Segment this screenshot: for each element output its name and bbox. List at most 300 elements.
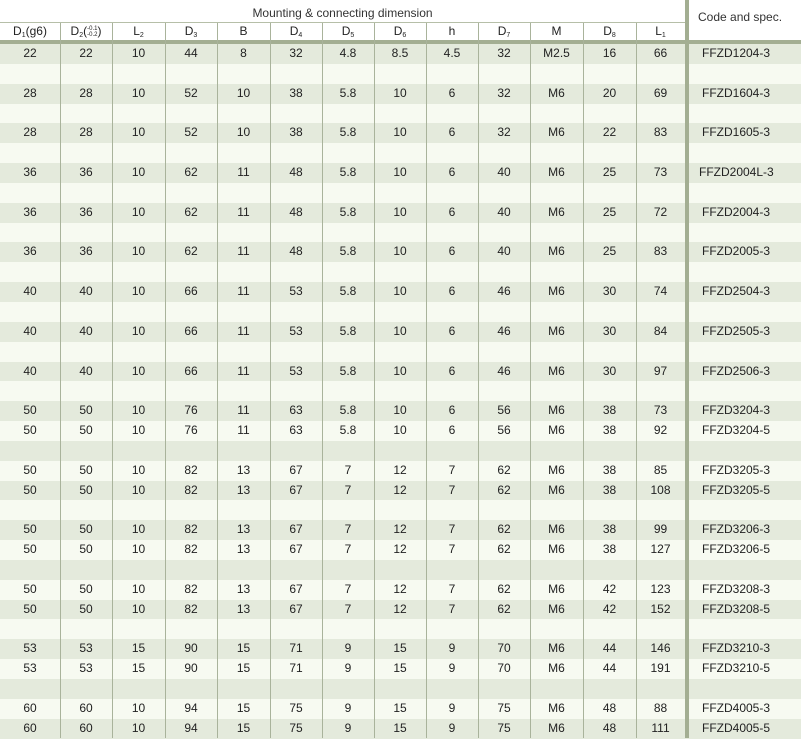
cell-d5: 9 xyxy=(344,641,352,656)
column-header-b: B xyxy=(239,24,248,38)
cell-code: FFZD3208-3 xyxy=(702,581,771,596)
cell-l1 xyxy=(636,619,685,639)
cell-l2: 10 xyxy=(131,601,146,616)
cell-d1: 50 xyxy=(23,403,37,418)
cell-d6 xyxy=(374,64,426,84)
cell-code xyxy=(689,381,801,401)
cell-d8: 38 xyxy=(602,423,617,438)
cell-d2 xyxy=(60,64,112,84)
cell-m: M6 xyxy=(548,720,565,735)
cell-d4 xyxy=(270,342,322,362)
cell-code: FFZD3206-3 xyxy=(702,522,771,537)
spacer-row xyxy=(0,342,801,362)
spacer-row xyxy=(0,64,801,84)
cell-d5: 5.8 xyxy=(339,204,357,219)
cell-d1: 40 xyxy=(23,284,37,299)
cell-d7: 75 xyxy=(497,720,511,735)
table-row xyxy=(0,639,801,659)
cell-d7 xyxy=(478,560,530,580)
cell-d6: 15 xyxy=(393,641,407,656)
spacer-row xyxy=(0,500,801,520)
cell-l2 xyxy=(112,183,165,203)
cell-d2: 50 xyxy=(79,542,93,557)
cell-d3: 82 xyxy=(184,542,198,557)
cell-d2 xyxy=(60,183,112,203)
column-header-h: h xyxy=(448,24,456,38)
cell-d8: 38 xyxy=(602,522,617,537)
cell-d1: 50 xyxy=(23,581,37,596)
cell-l2 xyxy=(112,500,165,520)
cell-d3: 66 xyxy=(184,284,198,299)
cell-d1 xyxy=(0,441,60,461)
cell-d3: 82 xyxy=(184,462,198,477)
cell-d4: 67 xyxy=(289,462,303,477)
cell-d1: 28 xyxy=(23,85,37,100)
cell-m: M6 xyxy=(548,601,565,616)
cell-l1: 88 xyxy=(653,700,668,715)
cell-code: FFZD3204-3 xyxy=(702,403,771,418)
table-row xyxy=(0,282,801,302)
cell-h xyxy=(426,560,478,580)
cell-d2 xyxy=(60,262,112,282)
cell-d1 xyxy=(0,64,60,84)
table-row xyxy=(0,719,801,739)
cell-d6: 10 xyxy=(393,85,407,100)
cell-d2 xyxy=(60,679,112,699)
cell-d2: 50 xyxy=(79,601,93,616)
cell-b: 15 xyxy=(236,720,251,735)
cell-d5: 5.8 xyxy=(339,423,357,438)
cell-d5 xyxy=(322,381,374,401)
table-row xyxy=(0,481,801,501)
cell-code xyxy=(689,619,801,639)
cell-d7: 70 xyxy=(497,641,511,656)
table-row xyxy=(0,401,801,421)
column-divider xyxy=(270,23,271,738)
cell-l2: 10 xyxy=(131,46,146,60)
cell-l1: 92 xyxy=(653,423,668,438)
cell-m xyxy=(530,223,583,243)
cell-l2: 10 xyxy=(131,482,146,497)
column-header-d7: $D_7$ xyxy=(497,24,511,39)
spacer-row xyxy=(0,183,801,203)
cell-h: 7 xyxy=(448,581,456,596)
cell-l1: 72 xyxy=(653,204,668,219)
cell-code: FFZD3208-5 xyxy=(702,601,771,616)
cell-l2 xyxy=(112,679,165,699)
cell-h: 7 xyxy=(448,601,456,616)
cell-d4: 53 xyxy=(289,363,303,378)
cell-l1: 66 xyxy=(653,46,668,60)
table-body xyxy=(0,44,801,739)
cell-h xyxy=(426,302,478,322)
cell-l1 xyxy=(636,183,685,203)
cell-d6 xyxy=(374,104,426,124)
cell-m: M6 xyxy=(548,125,565,140)
cell-d3: 52 xyxy=(184,85,198,100)
cell-d7 xyxy=(478,679,530,699)
cell-d1: 22 xyxy=(23,46,37,60)
cell-m xyxy=(530,104,583,124)
cell-d3: 90 xyxy=(184,661,198,676)
cell-d3 xyxy=(165,143,217,163)
cell-code: FFZD1604-3 xyxy=(702,85,771,100)
cell-d6: 10 xyxy=(393,165,407,180)
cell-d1 xyxy=(0,223,60,243)
column-divider xyxy=(636,23,637,738)
cell-m: M6 xyxy=(548,423,565,438)
cell-d3: 76 xyxy=(184,423,198,438)
cell-d5 xyxy=(322,104,374,124)
cell-d2: 60 xyxy=(79,720,93,735)
cell-d3 xyxy=(165,223,217,243)
column-divider xyxy=(478,23,479,738)
cell-m xyxy=(530,619,583,639)
cell-d1: 50 xyxy=(23,482,37,497)
cell-d1: 36 xyxy=(23,204,37,219)
cell-m: M6 xyxy=(548,542,565,557)
cell-d4: 67 xyxy=(289,542,303,557)
table-row xyxy=(0,362,801,382)
cell-d7: 62 xyxy=(497,542,511,557)
cell-d8 xyxy=(583,342,636,362)
cell-l2: 10 xyxy=(131,244,146,259)
cell-b xyxy=(217,223,270,243)
cell-d1: 50 xyxy=(23,601,37,616)
cell-d4 xyxy=(270,441,322,461)
table-row xyxy=(0,123,801,143)
cell-d7: 62 xyxy=(497,482,511,497)
table-row xyxy=(0,520,801,540)
cell-m: M6 xyxy=(548,403,565,418)
cell-d6 xyxy=(374,262,426,282)
column-header-d8: $D_8$ xyxy=(603,24,616,39)
cell-d2 xyxy=(60,302,112,322)
cell-b: 13 xyxy=(236,542,251,557)
cell-b: 15 xyxy=(236,661,251,676)
cell-d6: 12 xyxy=(393,522,407,537)
cell-l1 xyxy=(636,560,685,580)
cell-d5: 5.8 xyxy=(339,363,357,378)
cell-d8: 22 xyxy=(602,125,617,140)
cell-d7: 62 xyxy=(497,522,511,537)
cell-h: 7 xyxy=(448,482,456,497)
cell-d8: 38 xyxy=(602,542,617,557)
cell-d7 xyxy=(478,302,530,322)
cell-d3 xyxy=(165,381,217,401)
cell-d7: 56 xyxy=(497,423,511,438)
cell-m: M6 xyxy=(548,244,565,259)
cell-d1: 50 xyxy=(23,423,37,438)
cell-d8: 44 xyxy=(602,641,617,656)
cell-d5: 5.8 xyxy=(339,125,357,140)
cell-d1 xyxy=(0,679,60,699)
cell-d2 xyxy=(60,104,112,124)
cell-l2 xyxy=(112,302,165,322)
cell-l1: 73 xyxy=(653,165,668,180)
cell-d6 xyxy=(374,560,426,580)
cell-b: 13 xyxy=(236,462,251,477)
cell-l1: 74 xyxy=(653,284,668,299)
cell-code xyxy=(689,262,801,282)
cell-d6 xyxy=(374,183,426,203)
cell-b: 11 xyxy=(237,165,250,180)
cell-code xyxy=(689,143,801,163)
cell-d8 xyxy=(583,262,636,282)
cell-d4: 48 xyxy=(289,165,303,180)
cell-d6: 8.5 xyxy=(391,46,409,60)
cell-b: 15 xyxy=(236,700,251,715)
cell-l2: 10 xyxy=(131,125,146,140)
cell-code: FFZD2005-3 xyxy=(702,244,771,259)
cell-l2: 10 xyxy=(131,700,146,715)
cell-d7: 40 xyxy=(497,165,511,180)
table-row xyxy=(0,659,801,679)
cell-d2: 40 xyxy=(79,284,93,299)
cell-l1 xyxy=(636,500,685,520)
cell-d4 xyxy=(270,679,322,699)
cell-d6 xyxy=(374,342,426,362)
cell-d2: 40 xyxy=(79,323,93,338)
cell-d4: 67 xyxy=(289,601,303,616)
cell-h xyxy=(426,500,478,520)
cell-h xyxy=(426,183,478,203)
cell-code xyxy=(689,183,801,203)
cell-l2 xyxy=(112,381,165,401)
cell-d6 xyxy=(374,223,426,243)
cell-b xyxy=(217,500,270,520)
cell-l2: 10 xyxy=(131,323,146,338)
cell-d2 xyxy=(60,441,112,461)
cell-d2 xyxy=(60,143,112,163)
cell-d7: 56 xyxy=(497,403,511,418)
cell-d1: 53 xyxy=(23,641,37,656)
cell-b: 8 xyxy=(240,46,247,60)
cell-h: 9 xyxy=(448,641,456,656)
cell-d3 xyxy=(165,342,217,362)
cell-l1 xyxy=(636,143,685,163)
cell-l2: 10 xyxy=(131,581,146,596)
cell-d7: 62 xyxy=(497,601,511,616)
cell-code xyxy=(689,500,801,520)
cell-h xyxy=(426,679,478,699)
cell-d7: 32 xyxy=(497,46,511,60)
cell-l1 xyxy=(636,302,685,322)
cell-d3: 52 xyxy=(184,125,198,140)
cell-h: 9 xyxy=(448,661,456,676)
cell-d6: 10 xyxy=(393,125,407,140)
cell-d5: 7 xyxy=(344,581,352,596)
cell-d2 xyxy=(60,381,112,401)
cell-l1: 73 xyxy=(653,403,668,418)
cell-m: M6 xyxy=(548,522,565,537)
cell-d5 xyxy=(322,441,374,461)
cell-d4 xyxy=(270,619,322,639)
cell-d1: 36 xyxy=(23,165,37,180)
cell-d7 xyxy=(478,441,530,461)
spacer-row xyxy=(0,619,801,639)
cell-d8: 25 xyxy=(602,244,617,259)
cell-code xyxy=(689,441,801,461)
spacer-row xyxy=(0,441,801,461)
cell-d7 xyxy=(478,223,530,243)
cell-d5: 5.8 xyxy=(339,323,357,338)
cell-d1 xyxy=(0,104,60,124)
cell-l1: 85 xyxy=(653,462,668,477)
cell-d5: 7 xyxy=(344,482,352,497)
column-header-d5: $D_5$ xyxy=(341,24,355,39)
column-divider xyxy=(530,23,531,738)
cell-d2: 22 xyxy=(79,46,93,60)
cell-d6 xyxy=(374,143,426,163)
cell-d8: 48 xyxy=(602,720,617,735)
cell-d3: 76 xyxy=(184,403,198,418)
cell-d1 xyxy=(0,500,60,520)
cell-h: 6 xyxy=(448,323,456,338)
code-column-divider xyxy=(685,0,689,738)
cell-d5: 7 xyxy=(344,522,352,537)
cell-code: FFZD3205-3 xyxy=(702,462,771,477)
cell-code xyxy=(689,64,801,84)
cell-m: M6 xyxy=(548,85,565,100)
table-row xyxy=(0,322,801,342)
cell-d3: 82 xyxy=(184,601,198,616)
cell-d1 xyxy=(0,619,60,639)
cell-d4 xyxy=(270,381,322,401)
cell-d4: 38 xyxy=(289,125,303,140)
table-row xyxy=(0,699,801,719)
cell-l1: 83 xyxy=(653,125,668,140)
cell-b: 13 xyxy=(236,581,251,596)
cell-m xyxy=(530,441,583,461)
cell-d3: 62 xyxy=(184,165,198,180)
cell-d6: 10 xyxy=(393,284,407,299)
cell-d8 xyxy=(583,441,636,461)
cell-code: FFZD4005-3 xyxy=(702,700,771,715)
cell-d7: 46 xyxy=(497,284,511,299)
cell-d5: 5.8 xyxy=(339,284,357,299)
cell-l1 xyxy=(636,223,685,243)
cell-d4 xyxy=(270,560,322,580)
cell-d8 xyxy=(583,223,636,243)
cell-d2: 50 xyxy=(79,482,93,497)
cell-l2 xyxy=(112,342,165,362)
cell-l1: 99 xyxy=(653,522,668,537)
cell-d4: 63 xyxy=(289,423,303,438)
cell-d1 xyxy=(0,381,60,401)
cell-d4: 53 xyxy=(289,323,303,338)
cell-m: M6 xyxy=(548,700,565,715)
cell-l1: 108 xyxy=(650,482,671,497)
cell-d7: 32 xyxy=(497,85,511,100)
cell-d3 xyxy=(165,560,217,580)
column-header-l1: $L_1$ xyxy=(655,24,666,39)
spacer-row xyxy=(0,302,801,322)
cell-l2: 10 xyxy=(131,165,146,180)
cell-d6 xyxy=(374,679,426,699)
table-row xyxy=(0,84,801,104)
spacer-row xyxy=(0,223,801,243)
cell-d5 xyxy=(322,262,374,282)
cell-d4: 48 xyxy=(289,244,303,259)
cell-d2 xyxy=(60,619,112,639)
cell-d5 xyxy=(322,223,374,243)
cell-d2 xyxy=(60,223,112,243)
cell-d2 xyxy=(60,560,112,580)
cell-d7: 32 xyxy=(497,125,511,140)
table-row xyxy=(0,461,801,481)
cell-l1 xyxy=(636,64,685,84)
cell-h: 6 xyxy=(448,165,456,180)
cell-d4: 63 xyxy=(289,403,303,418)
cell-d4: 32 xyxy=(289,46,303,60)
cell-d2: 28 xyxy=(79,125,93,140)
cell-code: FFZD2505-3 xyxy=(702,323,771,338)
cell-h: 7 xyxy=(448,542,456,557)
cell-l2 xyxy=(112,262,165,282)
cell-code: FFZD3204-5 xyxy=(702,423,771,438)
cell-d8 xyxy=(583,143,636,163)
cell-code xyxy=(689,104,801,124)
column-divider xyxy=(322,23,323,738)
cell-d5: 7 xyxy=(344,462,352,477)
spacer-row xyxy=(0,560,801,580)
cell-d1: 40 xyxy=(23,363,37,378)
cell-d7: 62 xyxy=(497,462,511,477)
cell-d6: 10 xyxy=(393,244,407,259)
cell-d6: 12 xyxy=(393,482,407,497)
cell-d8 xyxy=(583,560,636,580)
cell-l2: 10 xyxy=(131,522,146,537)
column-header-d3: $D_3$ xyxy=(184,24,198,39)
cell-d2: 50 xyxy=(79,403,93,418)
cell-d2: 60 xyxy=(79,700,93,715)
cell-d2: 50 xyxy=(79,423,93,438)
cell-d4: 48 xyxy=(289,204,303,219)
cell-d3: 82 xyxy=(184,522,198,537)
cell-code: FFZD3210-5 xyxy=(702,661,771,676)
cell-d6: 10 xyxy=(393,204,407,219)
cell-d3 xyxy=(165,104,217,124)
cell-d3: 66 xyxy=(184,363,198,378)
cell-d5: 7 xyxy=(344,542,352,557)
cell-l2 xyxy=(112,223,165,243)
cell-m: M6 xyxy=(548,363,565,378)
column-header-d4: $D_4$ xyxy=(289,24,303,39)
cell-m xyxy=(530,381,583,401)
table-row xyxy=(0,242,801,262)
cell-d1 xyxy=(0,143,60,163)
cell-h: 7 xyxy=(448,462,456,477)
cell-d3: 82 xyxy=(184,482,198,497)
cell-l1 xyxy=(636,441,685,461)
spacer-row xyxy=(0,381,801,401)
cell-h: 6 xyxy=(448,403,456,418)
cell-d6 xyxy=(374,302,426,322)
cell-d3 xyxy=(165,302,217,322)
cell-d8 xyxy=(583,619,636,639)
cell-d8: 25 xyxy=(602,165,617,180)
cell-d5: 5.8 xyxy=(339,244,357,259)
cell-l1: 127 xyxy=(650,542,671,557)
cell-l2: 15 xyxy=(131,661,146,676)
cell-b xyxy=(217,560,270,580)
cell-d3 xyxy=(165,183,217,203)
cell-d8 xyxy=(583,183,636,203)
code-spec-header: Code and spec. xyxy=(698,10,783,24)
spacer-row xyxy=(0,104,801,124)
cell-l1: 83 xyxy=(653,244,668,259)
